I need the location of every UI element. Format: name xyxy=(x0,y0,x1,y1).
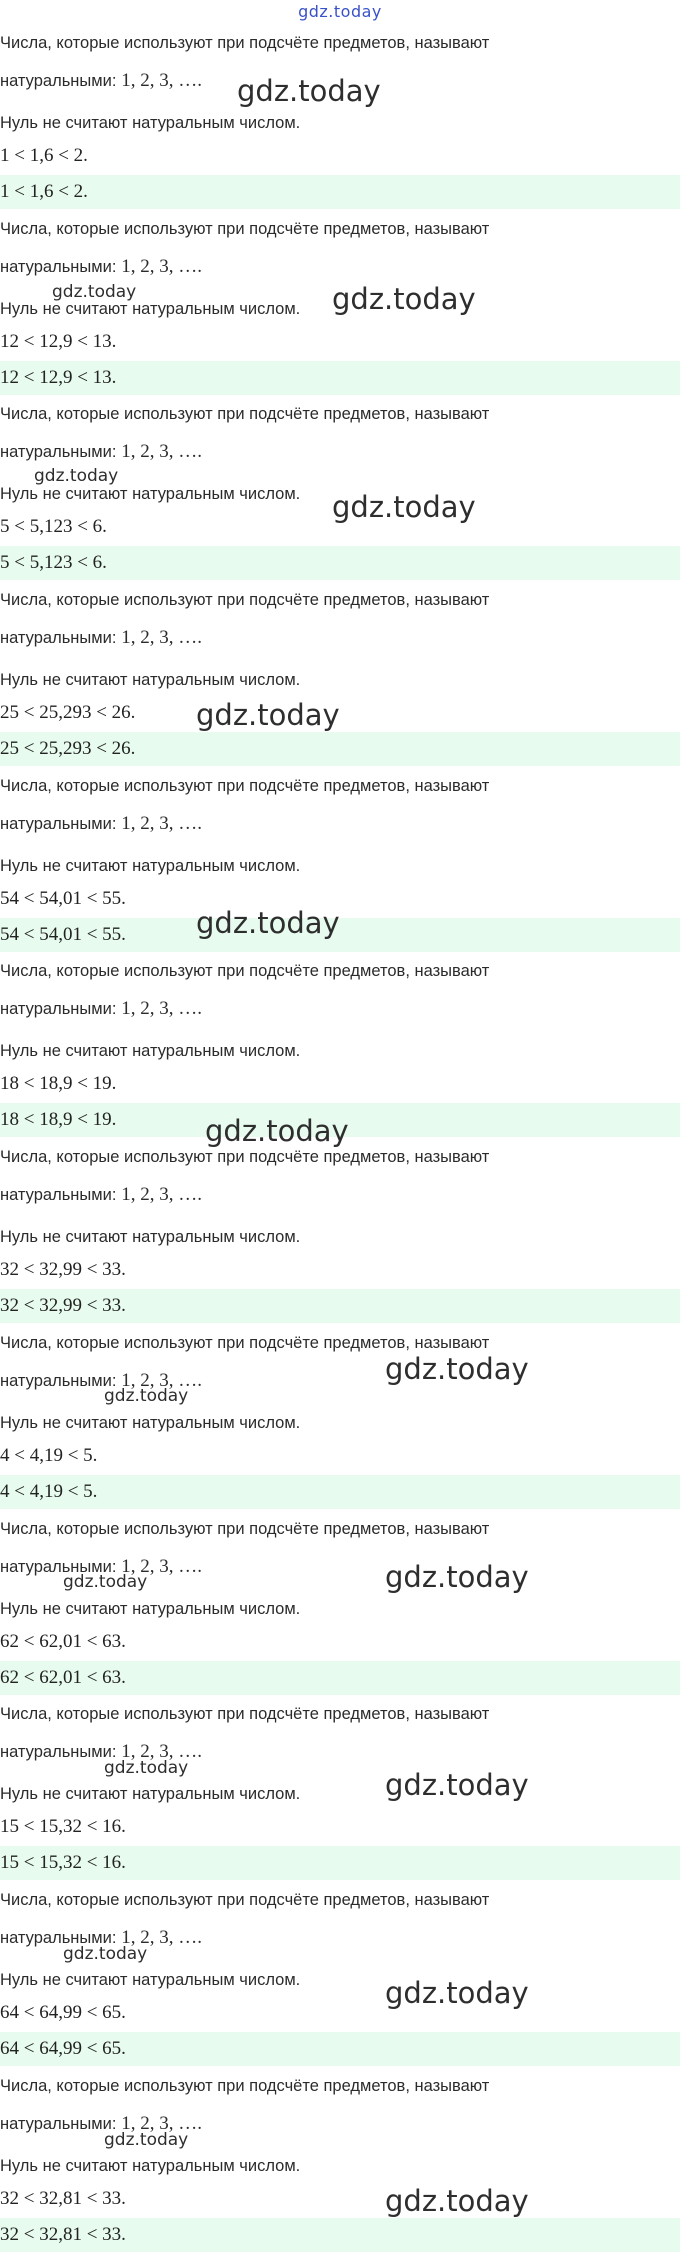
answer-highlight: 12 < 12,9 < 13. xyxy=(0,361,680,395)
definition-word: натуральными: xyxy=(0,1371,117,1390)
watermark: gdz.today xyxy=(332,282,476,316)
inequality: 5 < 5,123 < 6. xyxy=(0,516,107,538)
natural-numbers-sequence: 1, 2, 3, …. xyxy=(116,70,202,91)
answer-highlight: 32 < 32,99 < 33. xyxy=(0,1289,680,1323)
inequality: 62 < 62,01 < 63. xyxy=(0,1630,126,1652)
definition-line: Числа, которые используют при подсчёте предметов, называют xyxy=(0,219,490,238)
watermark: gdz.today xyxy=(385,1976,529,2010)
definition-word: натуральными: xyxy=(0,72,117,90)
definition-word: натуральными: xyxy=(0,2114,117,2133)
definition-word: натуральными: xyxy=(0,1928,117,1947)
definition-line: Числа, которые используют при подсчёте предметов, называют xyxy=(0,1333,490,1352)
definition-line: Числа, которые используют при подсчёте предметов, называют xyxy=(0,962,490,981)
watermark: gdz.today xyxy=(34,466,119,486)
watermark: gdz.today xyxy=(63,1572,148,1592)
natural-numbers-sequence: 1, 2, 3, …. xyxy=(116,2112,202,2134)
zero-note: Нуль не считают натуральным числом. xyxy=(0,1785,301,1804)
watermark: gdz.today xyxy=(385,2184,529,2218)
zero-note: Нуль не считают натуральным числом. xyxy=(0,1228,301,1247)
inequality: 32 < 32,81 < 33. xyxy=(0,2187,126,2209)
inequality: 15 < 15,32 < 16. xyxy=(0,1816,126,1838)
watermark: gdz.today xyxy=(196,906,340,940)
answer-highlight: 1 < 1,6 < 2. xyxy=(0,175,680,209)
answer-highlight: 18 < 18,9 < 19. xyxy=(0,1103,680,1137)
natural-numbers-sequence: 1, 2, 3, …. xyxy=(116,441,202,463)
watermark: gdz.today xyxy=(385,1768,529,1802)
watermark: gdz.today xyxy=(385,1560,529,1594)
zero-note: Нуль не считают натуральным числом. xyxy=(0,1413,301,1432)
answer-highlight: 54 < 54,01 < 55. xyxy=(0,918,680,952)
definition-line: Числа, которые используют при подсчёте предметов, называют xyxy=(0,405,490,424)
definition-line: Числа, которые используют при подсчёте предметов, называют xyxy=(0,2076,490,2095)
definition-line: Числа, которые используют при подсчёте предметов, называют xyxy=(0,1148,490,1167)
definition-continuation xyxy=(0,256,202,278)
zero-note: Нуль не считают натуральным числом. xyxy=(0,485,301,504)
zero-note: Нуль не считают натуральным числом. xyxy=(0,856,301,875)
watermark: gdz.today xyxy=(385,1352,529,1386)
inequality: 54 < 54,01 < 55. xyxy=(0,887,126,909)
solution-block xyxy=(0,767,680,953)
watermark: gdz.today xyxy=(104,1386,189,1406)
watermark: gdz.today xyxy=(104,1758,189,1778)
watermark: gdz.today xyxy=(196,698,340,732)
definition-continuation xyxy=(0,1184,202,1206)
definition-word: натуральными: xyxy=(0,1000,117,1019)
zero-note: Нуль не считают натуральным числом. xyxy=(0,2156,301,2175)
answer-highlight: 64 < 64,99 < 65. xyxy=(0,2032,680,2066)
definition-continuation xyxy=(0,627,202,649)
definition-word: натуральными: xyxy=(0,443,117,462)
definition-line: Числа, которые используют при подсчёте предметов, называют xyxy=(0,34,490,52)
inequality: 25 < 25,293 < 26. xyxy=(0,702,136,724)
zero-note: Нуль не считают натуральным числом. xyxy=(0,1042,301,1061)
definition-continuation xyxy=(0,70,202,92)
watermark: gdz.today xyxy=(63,1944,148,1964)
inequality: 18 < 18,9 < 19. xyxy=(0,1073,117,1095)
definition-line: Числа, которые используют при подсчёте предметов, называют xyxy=(0,1519,490,1538)
watermark: gdz.today xyxy=(52,282,137,302)
definition-line: Числа, которые используют при подсчёте предметов, называют xyxy=(0,1705,490,1724)
inequality: 32 < 32,99 < 33. xyxy=(0,1259,126,1281)
definition-word: натуральными: xyxy=(0,1743,117,1762)
watermark: gdz.today xyxy=(332,490,476,524)
answer-highlight: 62 < 62,01 < 63. xyxy=(0,1661,680,1695)
natural-numbers-sequence: 1, 2, 3, …. xyxy=(116,1926,202,1948)
solution-block xyxy=(0,1138,680,1324)
definition-word: натуральными: xyxy=(0,814,117,833)
site-logo[interactable]: gdz.today xyxy=(298,2,382,21)
definition-line: Числа, которые используют при подсчёте предметов, называют xyxy=(0,776,490,795)
definition-word: натуральными: xyxy=(0,257,117,276)
solution-block xyxy=(0,1695,680,1881)
definition-word: натуральными: xyxy=(0,629,117,648)
definition-continuation xyxy=(0,441,202,463)
answer-highlight: 4 < 4,19 < 5. xyxy=(0,1475,680,1509)
definition-word: натуральными: xyxy=(0,1557,117,1576)
watermark: gdz.today xyxy=(237,74,381,108)
answer-highlight: 32 < 32,81 < 33. xyxy=(0,2218,680,2252)
zero-note: Нуль не считают натуральным числом. xyxy=(0,114,301,132)
solution-block xyxy=(0,1324,680,1510)
answer-highlight: 5 < 5,123 < 6. xyxy=(0,546,680,580)
solution-block xyxy=(0,395,680,581)
watermark: gdz.today xyxy=(104,2130,189,2150)
definition-word: натуральными: xyxy=(0,1186,117,1205)
answer-highlight: 15 < 15,32 < 16. xyxy=(0,1846,680,1880)
zero-note: Нуль не считают натуральным числом. xyxy=(0,299,301,318)
solution-block xyxy=(0,1510,680,1696)
inequality: 1 < 1,6 < 2. xyxy=(0,145,88,166)
natural-numbers-sequence: 1, 2, 3, …. xyxy=(116,1555,202,1577)
natural-numbers-sequence: 1, 2, 3, …. xyxy=(116,1741,202,1763)
answer-highlight: 25 < 25,293 < 26. xyxy=(0,732,680,766)
definition-continuation xyxy=(0,998,202,1020)
zero-note: Нуль не считают натуральным числом. xyxy=(0,1970,301,1989)
natural-numbers-sequence: 1, 2, 3, …. xyxy=(116,1369,202,1391)
definition-line: Числа, которые используют при подсчёте предметов, называют xyxy=(0,1890,490,1909)
solution-block xyxy=(0,952,680,1138)
solution-block xyxy=(0,24,680,210)
natural-numbers-sequence: 1, 2, 3, …. xyxy=(116,1184,202,1206)
zero-note: Нуль не считают натуральным числом. xyxy=(0,671,301,690)
solution-block xyxy=(0,2067,680,2253)
solution-block xyxy=(0,1881,680,2067)
solution-block xyxy=(0,581,680,767)
natural-numbers-sequence: 1, 2, 3, …. xyxy=(116,255,202,277)
inequality: 4 < 4,19 < 5. xyxy=(0,1444,98,1466)
natural-numbers-sequence: 1, 2, 3, …. xyxy=(116,627,202,649)
definition-line: Числа, которые используют при подсчёте предметов, называют xyxy=(0,591,490,610)
natural-numbers-sequence: 1, 2, 3, …. xyxy=(116,812,202,834)
zero-note: Нуль не считают натуральным числом. xyxy=(0,1599,301,1618)
definition-continuation xyxy=(0,813,202,835)
watermark: gdz.today xyxy=(205,1114,349,1148)
inequality: 12 < 12,9 < 13. xyxy=(0,330,117,352)
natural-numbers-sequence: 1, 2, 3, …. xyxy=(116,998,202,1020)
inequality: 64 < 64,99 < 65. xyxy=(0,2001,126,2023)
